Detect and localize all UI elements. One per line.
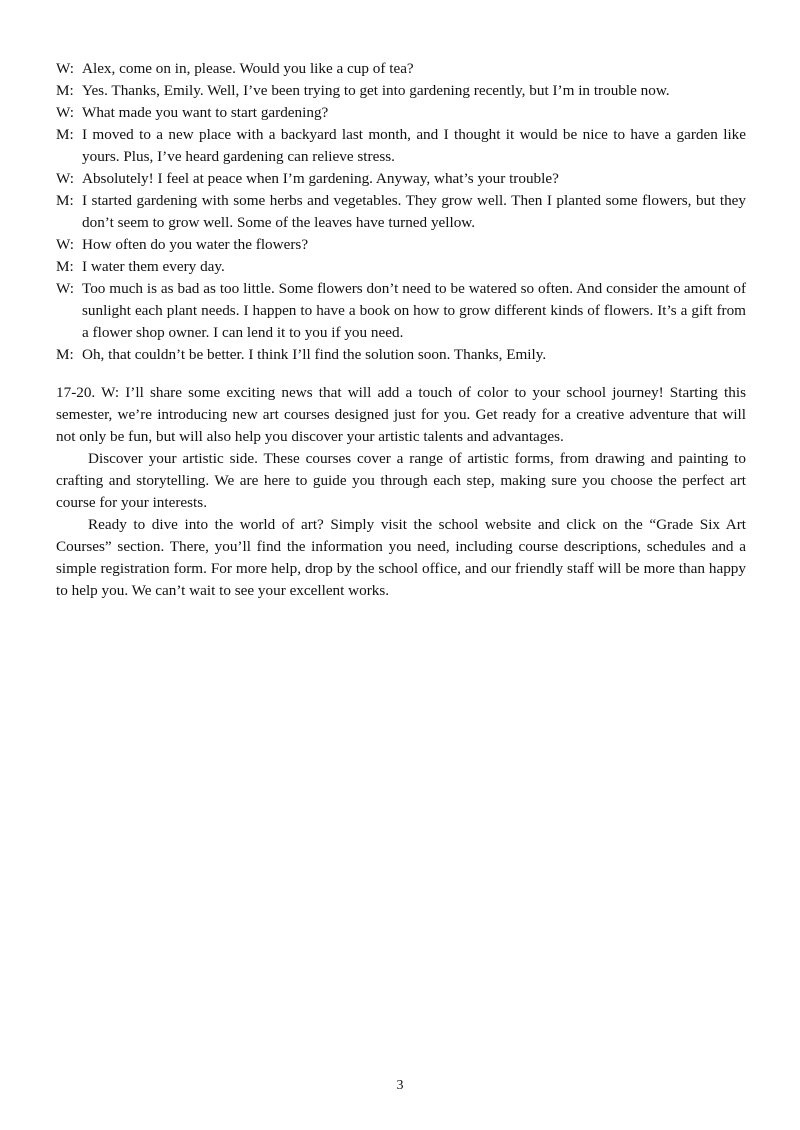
- dialogue-text: Absolutely! I feel at peace when I’m gardening. Anyway, what’s your trouble?: [82, 170, 559, 187]
- dialogue-section: [56, 58, 746, 366]
- page-number: 3: [396, 1078, 404, 1093]
- speaker-label: W:: [56, 104, 74, 121]
- monologue-paragraph: Discover your artistic side. These courses cover a range of artistic forms, from drawing and painting to crafting and storytelling. We are here to guide you through each step, making sure you choose the perfect art course for your interests.: [56, 450, 746, 511]
- monologue-paragraph: 17-20. W: I’ll share some exciting news that will add a touch of color to your school journey! Starting this semester, we’re introducing new art courses designed just for you. Get ready for a creative adventure that will not only be fun, but will also help you discover your artistic talents and advantages.: [56, 384, 746, 445]
- dialogue-text: Too much is as bad as too little. Some flowers don’t need to be watered so often. And consider the amount of sunlight each plant needs. I happen to have a book on how to grow different kinds of flowers. It’s a gift from a flower shop owner. I can lend it to you if you need.: [82, 280, 746, 341]
- dialogue-line: [56, 124, 746, 168]
- speaker-label: W:: [56, 236, 74, 253]
- dialogue-text: What made you want to start gardening?: [82, 104, 329, 121]
- dialogue-line: [56, 256, 746, 278]
- dialogue-line: [56, 344, 746, 366]
- dialogue-line: [56, 80, 746, 102]
- dialogue-text: Yes. Thanks, Emily. Well, I’ve been trying to get into gardening recently, but I’m in trouble now.: [82, 82, 670, 99]
- dialogue-text: I water them every day.: [82, 258, 225, 275]
- dialogue-line: [56, 168, 746, 190]
- dialogue-line: [56, 102, 746, 124]
- dialogue-text: I moved to a new place with a backyard last month, and I thought it would be nice to have a garden like yours. Plus, I’ve heard gardening can relieve stress.: [82, 126, 746, 165]
- speaker-label: W:: [56, 280, 74, 297]
- dialogue-line: [56, 234, 746, 256]
- speaker-label: M:: [56, 82, 74, 99]
- speaker-label: M:: [56, 192, 74, 209]
- dialogue-line: [56, 278, 746, 344]
- speaker-label: W:: [56, 170, 74, 187]
- speaker-label: W:: [56, 60, 74, 77]
- dialogue-line: [56, 58, 746, 80]
- monologue-paragraph: Ready to dive into the world of art? Simply visit the school website and click on the “Grade Six Art Courses” section. There, you’ll find the information you need, including course descriptions, schedules and a simple registration form. For more help, drop by the school office, and our friendly staff will be more than happy to help you. We can’t wait to see your excellent works.: [56, 516, 746, 599]
- speaker-label: M:: [56, 258, 74, 275]
- speaker-label: M:: [56, 346, 74, 363]
- transcript-content: [56, 58, 746, 602]
- dialogue-text: I started gardening with some herbs and vegetables. They grow well. Then I planted some flowers, but they don’t seem to grow well. Some of the leaves have turned yellow.: [82, 192, 746, 231]
- dialogue-text: Oh, that couldn’t be better. I think I’ll find the solution soon. Thanks, Emily.: [82, 346, 547, 363]
- dialogue-text: Alex, come on in, please. Would you like a cup of tea?: [82, 60, 414, 77]
- monologue-section: [56, 382, 746, 602]
- speaker-label: M:: [56, 126, 74, 143]
- dialogue-line: [56, 190, 746, 234]
- dialogue-text: How often do you water the flowers?: [82, 236, 309, 253]
